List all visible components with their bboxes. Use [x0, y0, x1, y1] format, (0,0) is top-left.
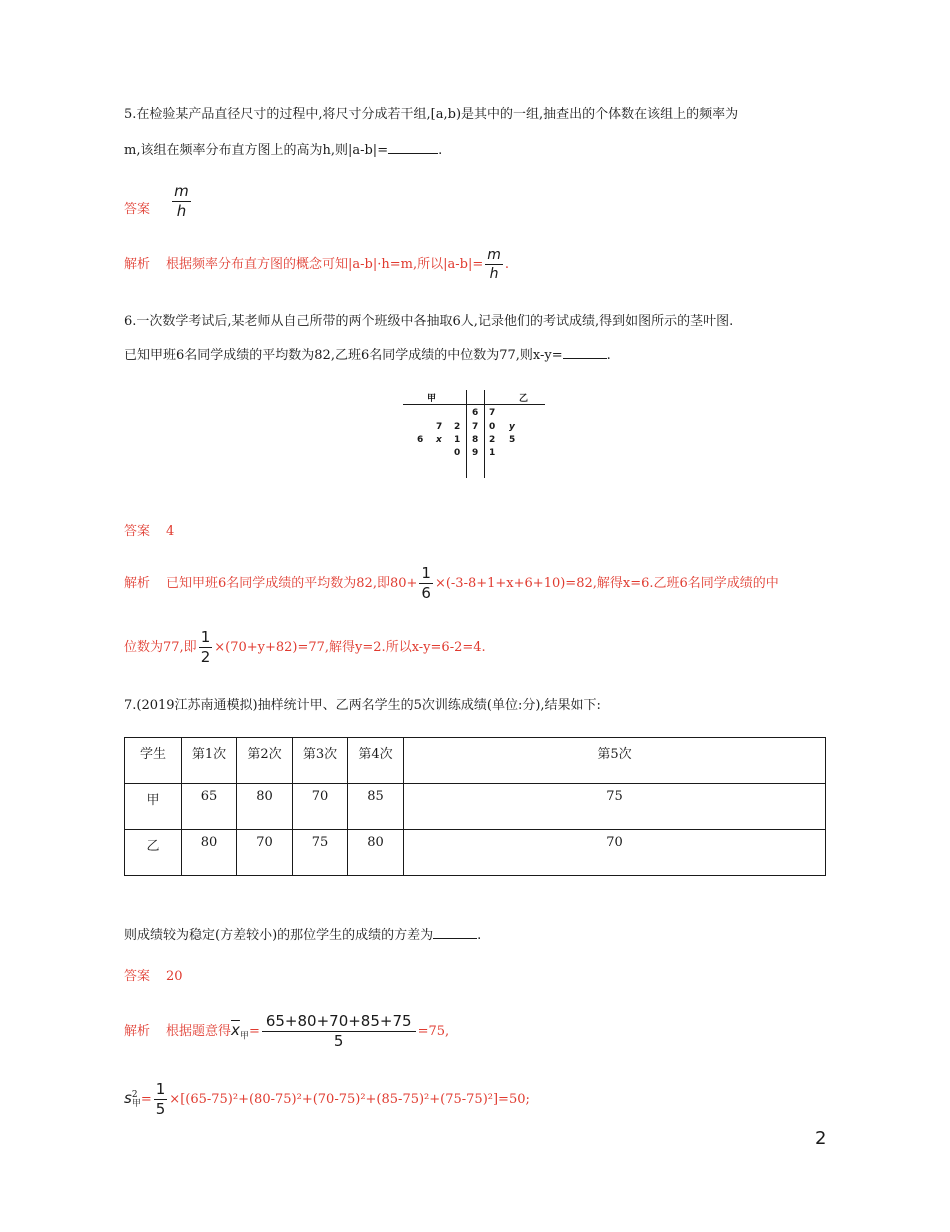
table-cell: 甲 — [125, 784, 182, 830]
q7-line1: 7.(2019江苏南通模拟)抽样统计甲、乙两名学生的5次训练成绩(单位:分),结果如下: — [124, 698, 601, 713]
analysis-label: 解析 — [124, 576, 151, 591]
q5-line2 — [124, 141, 442, 160]
q5-line2-end: . — [438, 143, 443, 158]
q6-analysis-b: ×(-3-8+1+x+6+10)=82,解得x=6.乙班6名同学成绩的中 — [434, 576, 779, 591]
answer-label: 答案 — [124, 524, 151, 539]
analysis-label: 解析 — [124, 1024, 151, 1039]
stem-value: 9 — [472, 448, 479, 458]
left-leaf: 2 — [454, 422, 461, 432]
table-header: 学生 — [125, 738, 182, 784]
q6-answer-blank — [563, 346, 607, 359]
table-header-row — [125, 738, 826, 784]
stem-value: 8 — [472, 435, 479, 445]
left-leaf: 6 — [417, 435, 424, 445]
table-row — [125, 784, 826, 830]
q6-answer — [124, 523, 174, 541]
left-leaf: 7 — [436, 422, 443, 432]
stem-leaf-right-divider — [484, 390, 485, 478]
table-cell: 70 — [237, 830, 293, 876]
fraction-denominator: 5 — [155, 1100, 166, 1118]
table-row — [125, 830, 826, 876]
table-cell: 65 — [182, 784, 237, 830]
table-cell: 80 — [182, 830, 237, 876]
q6-analysis-line2 — [124, 630, 486, 665]
stem-leaf-left-divider — [466, 390, 467, 478]
right-leaf: 5 — [509, 435, 516, 445]
table-header: 第4次 — [348, 738, 404, 784]
fraction-numerator: 65+80+70+85+75 — [262, 1014, 416, 1032]
variance-symbol: s — [124, 1089, 132, 1107]
q5-answer — [124, 184, 193, 219]
fraction-numerator: m — [174, 182, 189, 200]
variance-equals: = — [140, 1092, 152, 1107]
q7-question-end: . — [477, 928, 482, 943]
q5-line2-text: m,该组在频率分布直方图上的高为h,则|a-b|= — [124, 143, 389, 158]
q7-question-text: 则成绩较为稳定(方差较小)的那位学生的成绩的方差为 — [124, 928, 434, 943]
table-cell: 80 — [237, 784, 293, 830]
q7-answer-blank — [433, 926, 477, 939]
q7-mean-fraction — [262, 1014, 416, 1049]
q7-mean-result: =75, — [417, 1024, 450, 1039]
variance-subscript: 甲 — [131, 1098, 141, 1109]
stem-leaf-plot — [403, 390, 545, 480]
q6-analysis-a: 已知甲班6名同学成绩的平均数为82,即80+ — [166, 576, 418, 591]
q5-answer-fraction — [172, 184, 191, 219]
fraction-denominator: h — [176, 202, 187, 220]
analysis-label: 解析 — [124, 257, 151, 272]
right-leaf: 1 — [489, 448, 496, 458]
q5-analysis-end: . — [504, 257, 509, 272]
mean-subscript: 甲 — [239, 1031, 249, 1042]
table-cell: 85 — [348, 784, 404, 830]
answer-label: 答案 — [124, 969, 151, 984]
q7-analysis-mean — [124, 1014, 449, 1049]
stem-leaf-left-header: 甲 — [427, 394, 437, 404]
table-header: 第3次 — [293, 738, 348, 784]
stem-value: 7 — [472, 422, 479, 432]
q6-line1: 6.一次数学考试后,某老师从自己所带的两个班级中各抽取6人,记录他们的考试成绩,得到如图所示的茎叶图. — [124, 314, 734, 329]
q6-analysis-d: ×(70+y+82)=77,解得y=2.所以x-y=6-2=4. — [214, 640, 486, 655]
right-leaf: 0 — [489, 422, 496, 432]
variance-superscript: 2 — [131, 1089, 138, 1100]
q6-analysis-line1 — [124, 566, 779, 601]
q6-line2-end: . — [606, 348, 611, 363]
table-cell: 乙 — [125, 830, 182, 876]
left-leaf: 0 — [454, 448, 461, 458]
fraction-numerator: 1 — [200, 628, 211, 646]
fraction-numerator: 1 — [155, 1080, 166, 1098]
q5-analysis-fraction — [485, 248, 503, 281]
q7-variance-fraction — [154, 1082, 168, 1117]
q6-line2 — [124, 346, 611, 365]
page-number: 2 — [815, 1128, 827, 1149]
q5-analysis — [124, 248, 509, 281]
stem-leaf-right-header: 乙 — [519, 394, 529, 404]
table-header: 第5次 — [404, 738, 826, 784]
variance-scripts — [132, 1091, 141, 1109]
q7-analysis-variance — [124, 1082, 530, 1117]
table-cell: 70 — [404, 830, 826, 876]
answer-label: 答案 — [124, 202, 151, 217]
table-cell: 75 — [293, 830, 348, 876]
right-leaf: 2 — [489, 435, 496, 445]
fraction-denominator: 6 — [421, 584, 431, 602]
left-leaf: 1 — [454, 435, 461, 445]
q6-line2-text: 已知甲班6名同学成绩的平均数为82,乙班6名同学成绩的中位数为77,则x-y= — [124, 348, 563, 363]
fraction-denominator: 2 — [200, 648, 211, 666]
table-cell: 70 — [293, 784, 348, 830]
q7-question — [124, 926, 481, 945]
scores-table — [124, 737, 826, 876]
fraction-numerator: 1 — [421, 564, 431, 582]
q5-answer-blank — [388, 141, 438, 154]
q7-analysis-a: 根据题意得 — [166, 1024, 232, 1039]
fraction-denominator: h — [489, 266, 499, 282]
stem-value: 6 — [472, 408, 479, 418]
q5-analysis-text: 根据频率分布直方图的概念可知|a-b|·h=m,所以|a-b|= — [166, 257, 484, 272]
mean-symbol: $\overline{x}$ — [231, 1021, 240, 1039]
q6-answer-value: 4 — [166, 524, 175, 539]
right-leaf: y — [509, 422, 515, 432]
stem-leaf-header-line — [403, 404, 545, 405]
fraction-numerator: m — [487, 247, 501, 263]
q7-variance-expression: ×[(65-75)²+(80-75)²+(70-75)²+(85-75)²+(75-75)²]=50; — [169, 1092, 530, 1107]
table-cell: 80 — [348, 830, 404, 876]
q6-analysis-c: 位数为77,即 — [124, 640, 197, 655]
table-header: 第1次 — [182, 738, 237, 784]
q7-answer-value: 20 — [166, 969, 183, 984]
fraction-denominator: 5 — [333, 1032, 344, 1050]
table-header: 第2次 — [237, 738, 293, 784]
left-leaf: x — [436, 435, 442, 445]
q7-answer — [124, 968, 183, 986]
mean-equals: = — [248, 1024, 260, 1039]
q6-fraction-2 — [199, 630, 213, 665]
q5-line1: 5.在检验某产品直径尺寸的过程中,将尺寸分成若干组,[a,b)是其中的一组,抽查出的个体数在该组上的频率为 — [124, 107, 739, 122]
q6-fraction-1 — [419, 566, 433, 601]
table-cell: 75 — [404, 784, 826, 830]
right-leaf: 7 — [489, 408, 496, 418]
